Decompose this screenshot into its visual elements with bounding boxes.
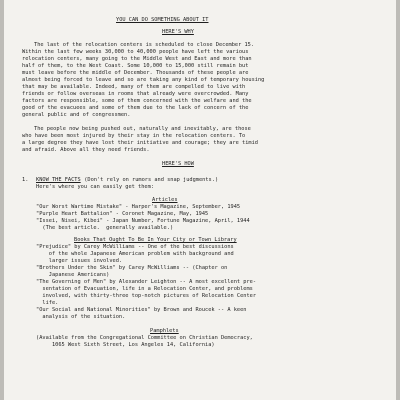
pamphlet-line: 1065 West Sixth Street, Los Angeles 14, California) — [36, 342, 215, 348]
articles-heading: Articles — [152, 197, 178, 203]
item-intro: Here's where you can easily get them: — [36, 184, 154, 190]
books-heading: Books That Ought To Be In Your City or Town Library — [74, 237, 237, 243]
paragraph-line: must leave before the middle of December. Thousands of these people are — [22, 70, 249, 76]
paragraph-line: factors are responsible, some of them concerned with the welfare and the — [22, 98, 252, 104]
article-line: "Our Worst Wartime Mistake" - Harper's Magazine, September, 1945 — [36, 204, 241, 210]
item-heading-note: (Don't rely on rumors and snap judgments.) — [81, 177, 219, 183]
book-line: larger issues involved. — [36, 258, 123, 264]
heres-how-heading: HERE'S HOW — [162, 161, 194, 167]
article-line: "Issei, Nisei, Kibei" - Japan Number, Fortune Magazine, April, 1944 — [36, 218, 250, 224]
document-page — [4, 0, 396, 400]
paragraph-line: and afraid. Above all they need friends. — [22, 147, 150, 153]
book-line: "Prejudice" by Carey McWilliams -- One of the best discussions — [36, 244, 234, 250]
book-line: "The Governing of Men" by Alexander Leighton -- A most excellent pre- — [36, 279, 257, 285]
paragraph-line: half of them, to the West Coast. Some 10,000 to 15,000 still remain but — [22, 63, 249, 69]
item-number: 1. — [22, 177, 29, 183]
book-line: "Our Social and National Minorities" by Brown and Roucek -- A keen — [36, 307, 247, 313]
book-line: involved, with thirty-three top-notch pictures of Relocation Center — [36, 293, 257, 299]
book-line: analysis of the situation. — [36, 314, 126, 320]
book-line: of the whole Japanese American problem with background and — [36, 251, 234, 257]
heres-why-heading: HERE'S WHY — [162, 29, 194, 35]
document-title: YOU CAN DO SOMETHING ABOUT IT — [116, 17, 209, 23]
book-line: life. — [36, 300, 59, 306]
paragraph-line: that may be available. Indeed, many of them are compelled to live with — [22, 84, 246, 90]
paragraph-line: who have been most injured by their stay in the relocation centers. To — [22, 133, 246, 139]
paragraph-line: general public and of congressmen. — [22, 112, 131, 118]
paragraph-line: Within the last few weeks 30,000 to 40,000 people have left the various — [22, 49, 249, 55]
item-heading: KNOW THE FACTS — [36, 177, 81, 183]
book-line: "Brothers Under the Skin" by Carey McWilliams -- (Chapter on — [36, 265, 228, 271]
article-line: "Purple Heart Battalion" - Coronet Magazine, May, 1945 — [36, 211, 209, 217]
pamphlet-line: (Available from the Congregational Committee on Christian Democracy, — [36, 335, 253, 341]
paragraph-line: good of the evacuees and some of them due to the lack of concern of the — [22, 105, 249, 111]
book-line: Japanese Americans) — [36, 272, 110, 278]
paragraph-line: The last of the relocation centers is scheduled to close December 15. — [34, 42, 255, 48]
paragraph-line: a large degree they have lost their initiative and courage; they are timid — [22, 140, 258, 146]
paragraph-line: The people now being pushed out, naturally and inevitably, are those — [34, 126, 251, 132]
book-line: sentation of Evacuation, life in a Relocation Center, and problems — [36, 286, 253, 292]
pamphlets-heading: Pamphlets — [150, 328, 179, 334]
article-line: (The best article. generally available.) — [36, 225, 174, 231]
paragraph-line: relocation centers, many going to the Middle West and East and more than — [22, 56, 252, 62]
paragraph-line: friends or follow overseas in rooms that already were overcrowded. Many — [22, 91, 249, 97]
paragraph-line: almost being forced to leave and so are taking any kind of temporary housing — [22, 77, 265, 83]
